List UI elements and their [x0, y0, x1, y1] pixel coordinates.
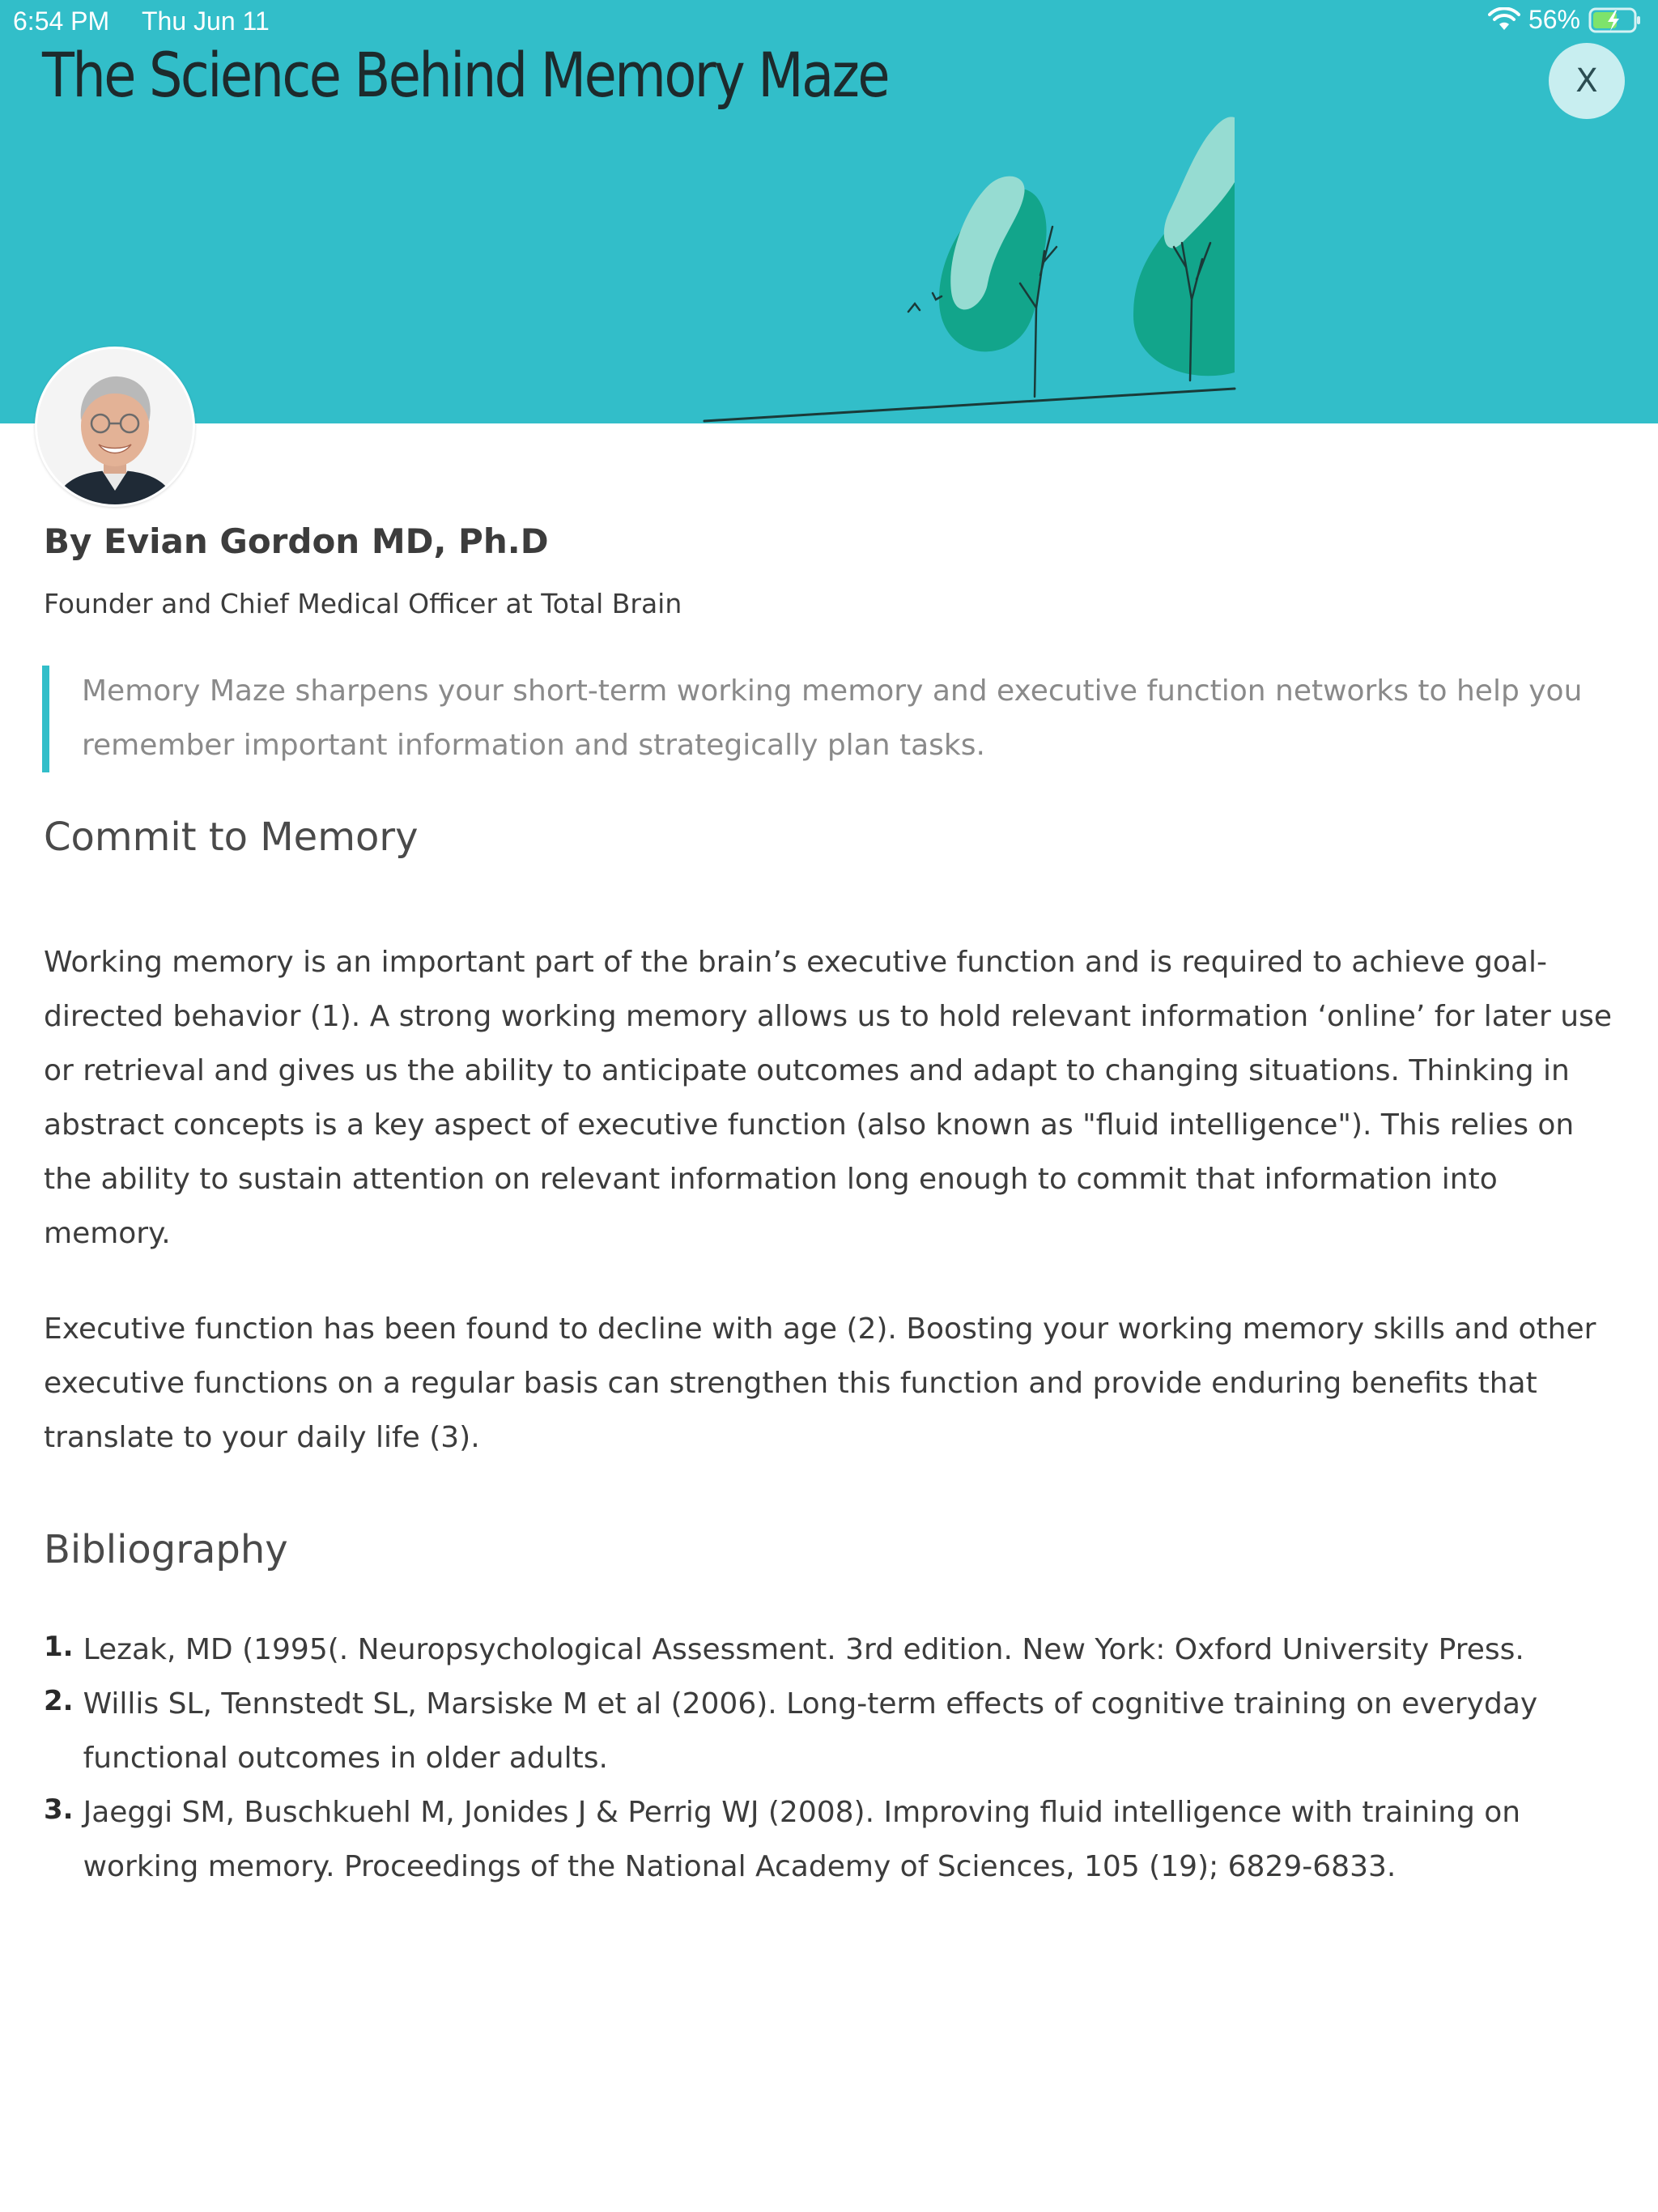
status-date: Thu Jun 11 — [142, 6, 270, 36]
wifi-icon — [1488, 7, 1520, 33]
close-button[interactable] — [1549, 43, 1625, 119]
section-heading-commit: Commit to Memory — [44, 815, 419, 860]
author-role: Founder and Chief Medical Officer at Total Brain — [44, 588, 682, 619]
close-icon: X — [1575, 62, 1598, 100]
bibliography-text: Lezak, MD (1995(. Neuropsychological Assessment. 3rd edition. New York: Oxford University Press. — [83, 1633, 1524, 1666]
avatar — [35, 347, 195, 507]
header-banner — [0, 0, 1658, 423]
bibliography-item — [44, 1623, 1622, 1677]
status-bar — [0, 0, 1658, 44]
bibliography-number: 2. — [44, 1685, 74, 1717]
status-indicators — [1488, 5, 1642, 35]
summary-quote: Memory Maze sharpens your short-term working memory and executive function networks to help you remember important information and strategically plan tasks. — [82, 674, 1583, 762]
bibliography-text: Willis SL, Tennstedt SL, Marsiske M et al (2006). Long-term effects of cognitive training on everyday functional outcomes in older adults. — [83, 1687, 1538, 1775]
battery-charging-icon — [1588, 6, 1642, 34]
bibliography-number: 3. — [44, 1793, 74, 1826]
page-title: The Science Behind Memory Maze — [42, 39, 888, 111]
section-heading-bibliography: Bibliography — [44, 1527, 288, 1572]
status-time: 6:54 PM — [13, 6, 110, 36]
author-name: By Evian Gordon MD, Ph.D — [44, 521, 549, 561]
bibliography-list — [44, 1623, 1622, 1894]
bibliography-number: 1. — [44, 1631, 74, 1663]
quote-accent-bar — [42, 666, 49, 772]
battery-percent: 56% — [1528, 5, 1580, 34]
author-photo — [37, 349, 193, 504]
trees-illustration — [696, 105, 1239, 423]
body-paragraph-2: Executive function has been found to decline with age (2). Boosting your working memory skills and other executive functions on a regular basis can strengthen this function and provide enduring benefits that translate to your daily life (3). — [44, 1312, 1596, 1454]
bibliography-item — [44, 1785, 1622, 1894]
body-paragraph-1: Working memory is an important part of the brain’s executive function and is required to achieve goal-directed behavior (1). A strong working memory allows us to hold relevant information ‘online’ for later use or retrieval and gives us the ability to anticipate outcomes and adapt to changing situations. Thinking in abstract concepts is a key aspect of executive function (also known as "fluid intelligence"). This relies on the ability to sustain attention on relevant information long enough to commit that information into memory. — [44, 946, 1612, 1250]
bibliography-item — [44, 1677, 1622, 1785]
bibliography-text: Jaeggi SM, Buschkuehl M, Jonides J & Perrig WJ (2008). Improving fluid intelligence with training on working memory. Proceedings of the National Academy of Sciences, 105 (19); 6829-6833. — [83, 1796, 1521, 1883]
